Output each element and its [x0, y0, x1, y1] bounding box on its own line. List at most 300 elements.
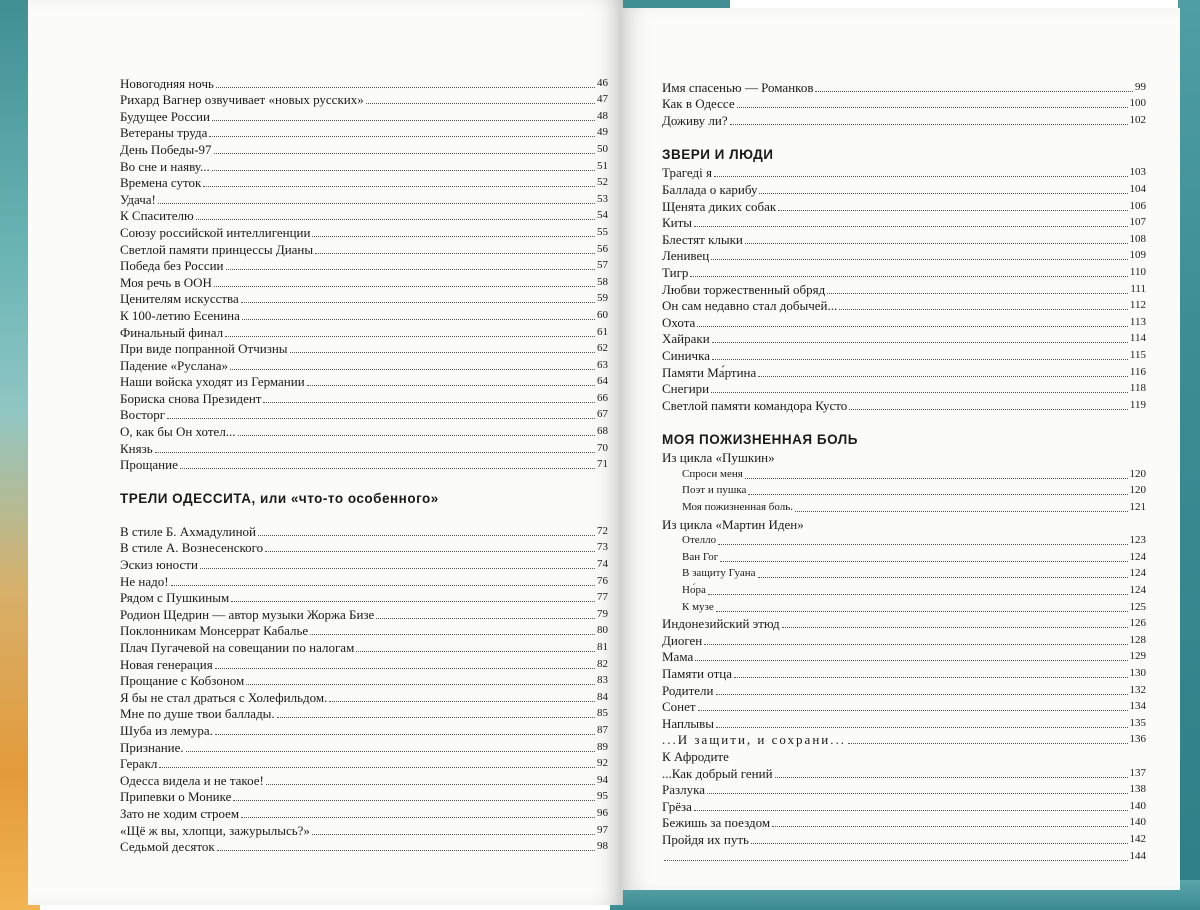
toc-entry-title: Признание.: [120, 739, 184, 755]
toc-entry: [662, 548, 1146, 565]
page-number: 46: [597, 76, 608, 89]
page-number: 59: [597, 292, 608, 305]
dot-leader: [712, 342, 1128, 343]
dot-leader: [263, 402, 595, 403]
toc-entry-title: Трагеді я: [662, 165, 712, 181]
page-number: 115: [1129, 348, 1146, 361]
toc-entry: [120, 323, 608, 340]
dot-leader: [214, 286, 595, 287]
left-section-entries-list: [120, 522, 608, 854]
toc-entry: [120, 821, 608, 838]
toc-entry-title: О, как бы Он хотел...: [120, 424, 236, 440]
toc-entry: [662, 631, 1146, 648]
dot-leader: [795, 511, 1128, 512]
toc-entry-title: Доживу ли?: [662, 112, 728, 128]
dot-leader: [215, 734, 595, 735]
toc-entry-title: Пройдя их путь: [662, 831, 749, 847]
dot-leader: [737, 107, 1128, 108]
dot-leader: [315, 253, 595, 254]
toc-entry: [662, 111, 1146, 128]
page-number: 56: [597, 242, 608, 255]
dot-leader: [196, 219, 595, 220]
toc-entry: [120, 389, 608, 406]
page-number: 110: [1129, 265, 1146, 278]
toc-entry: [120, 190, 608, 207]
dot-leader: [698, 710, 1128, 711]
toc-entry: [662, 164, 1146, 181]
toc-entry: [662, 664, 1146, 681]
toc-entry: [120, 207, 608, 224]
toc-entry: [662, 78, 1146, 95]
toc-entry-title: Победа без России: [120, 258, 224, 274]
toc-entry-title: Князь: [120, 440, 153, 456]
toc-entry: [662, 565, 1146, 582]
dot-leader: [708, 594, 1128, 595]
dot-leader: [827, 293, 1128, 294]
page-number: 67: [597, 408, 608, 421]
toc-entry-title: Рядом с Пушкиным: [120, 590, 230, 606]
page-number: 63: [597, 358, 608, 371]
toc-entry: [120, 622, 608, 639]
toc-entry: [662, 847, 1146, 864]
toc-entry: [120, 422, 608, 439]
toc-entry: [120, 157, 608, 174]
page-number: 49: [597, 126, 608, 139]
dot-leader: [356, 651, 595, 652]
toc-entry-title: Восторг: [120, 407, 166, 423]
dot-leader: [241, 302, 595, 303]
dot-leader: [233, 800, 595, 801]
dot-leader: [230, 369, 595, 370]
page-number: 84: [597, 690, 608, 703]
toc-entry-title: Сонет: [662, 699, 696, 715]
section1-entries-list: [662, 164, 1146, 413]
toc-entry-title: Грёза: [662, 798, 692, 814]
toc-entry-title: Мама: [662, 649, 694, 665]
page-number: 112: [1129, 299, 1146, 312]
dot-leader: [664, 860, 1128, 861]
toc-entry-title: Седьмой десяток: [120, 839, 215, 855]
page-number: 62: [597, 342, 608, 355]
toc-entry-title: Времена суток: [120, 175, 202, 191]
toc-entry: [120, 804, 608, 821]
toc-entry: [662, 95, 1146, 112]
toc-entry-title: К 100-летию Есенина: [120, 307, 240, 323]
page-number: 51: [597, 159, 608, 172]
dot-leader: [730, 124, 1128, 125]
page-number: 124: [1129, 550, 1146, 563]
toc-entry-title: В защиту Гуана: [682, 567, 756, 580]
dot-leader: [171, 585, 595, 586]
dot-leader: [711, 259, 1127, 260]
page-number: 68: [597, 425, 608, 438]
page-number: 60: [597, 308, 608, 321]
dot-leader: [180, 468, 595, 469]
dot-leader: [716, 611, 1128, 612]
toc-entry-title: К Спасителю: [120, 208, 194, 224]
toc-entry: [120, 406, 608, 423]
left-entries-list: [120, 74, 608, 472]
page-number: 124: [1129, 584, 1146, 597]
toc-entry: [120, 589, 608, 606]
page-number: 92: [597, 757, 608, 770]
toc-entry-title: Новая генерация: [120, 656, 213, 672]
toc-entry: [120, 838, 608, 855]
toc-entry: [662, 814, 1146, 831]
page-number: 80: [597, 624, 608, 637]
dot-leader: [718, 544, 1127, 545]
toc-entry: [120, 290, 608, 307]
toc-entry: [120, 439, 608, 456]
page-number: 85: [597, 707, 608, 720]
section2-entries-list: [662, 615, 1146, 748]
toc-entry: [120, 788, 608, 805]
right-page: [622, 8, 1180, 890]
page-number: 97: [597, 823, 608, 836]
toc-entry: [120, 522, 608, 539]
toc-entry: [120, 273, 608, 290]
dot-leader: [242, 319, 595, 320]
toc-entry: [662, 648, 1146, 665]
toc-entry: [662, 380, 1146, 397]
page-number: 140: [1129, 799, 1146, 812]
dot-leader: [214, 153, 595, 154]
page-number: 94: [597, 773, 608, 786]
page-number: 121: [1129, 501, 1146, 514]
page-number: 124: [1129, 567, 1146, 580]
right-entries-list: [662, 78, 1146, 128]
toc-entry: [120, 721, 608, 738]
toc-entry-title: Поклонникам Монсеррат Кабалье: [120, 623, 309, 639]
toc-entry-title: Баллада о карибу: [662, 181, 758, 197]
page-number: 89: [597, 740, 608, 753]
toc-entry-title: Зато не ходим строем: [120, 805, 240, 821]
toc-entry-title: Прощание: [120, 457, 178, 473]
toc-entry: [120, 456, 608, 473]
toc-entry: [662, 247, 1146, 264]
dot-leader: [697, 326, 1128, 327]
toc-entry-title: Ван Гог: [682, 550, 719, 563]
toc-entry: [662, 396, 1146, 413]
toc-entry-title: Во сне и наяву...: [120, 158, 210, 174]
toc-entry: [120, 140, 608, 157]
toc-entry: [120, 174, 608, 191]
toc-entry-title: Союзу российской интеллигенции: [120, 224, 311, 240]
page-number: 118: [1129, 382, 1146, 395]
toc-entry: [120, 771, 608, 788]
dot-leader: [782, 627, 1128, 628]
page-number: 47: [597, 93, 608, 106]
dot-leader: [200, 568, 595, 569]
dot-leader: [246, 684, 595, 685]
toc-entry: [120, 356, 608, 373]
toc-entry: [120, 555, 608, 572]
page-number: 114: [1129, 332, 1146, 345]
toc-entry-title: Падение «Руслана»: [120, 357, 228, 373]
toc-entry-title: Рихард Вагнер озвучивает «новых русских»: [120, 92, 364, 108]
dot-leader: [307, 385, 595, 386]
page-number: 58: [597, 275, 608, 288]
left-page: [28, 0, 623, 905]
toc-entry-title: Бориска снова Президент: [120, 390, 262, 406]
cycle-title-pushkin: Из цикла «Пушкин»: [662, 450, 775, 466]
dot-leader: [212, 170, 595, 171]
dot-leader: [694, 810, 1128, 811]
dot-leader: [158, 203, 595, 204]
page-number: 129: [1129, 650, 1146, 663]
toc-entry-title: Наплывы: [662, 715, 715, 731]
page-number: 132: [1129, 683, 1146, 696]
toc-entry-title: Охота: [662, 314, 696, 330]
dot-leader: [209, 136, 595, 137]
dot-leader: [217, 850, 595, 851]
page-number: 119: [1129, 398, 1146, 411]
section-title-moya-bol: МОЯ ПОЖИЗНЕННАЯ БОЛЬ: [662, 431, 858, 447]
toc-entry: [120, 755, 608, 772]
toc-entry: [120, 124, 608, 141]
toc-entry: [120, 638, 608, 655]
page-number: 120: [1129, 484, 1146, 497]
toc-entry: [662, 197, 1146, 214]
toc-entry: [662, 498, 1146, 515]
dot-leader: [714, 176, 1128, 177]
dot-leader: [215, 668, 595, 669]
page-number: 77: [597, 591, 608, 604]
toc-entry-title: Бежишь за поездом: [662, 815, 771, 831]
toc-entry: [120, 672, 608, 689]
toc-entry-title: Снегири: [662, 381, 710, 397]
page-number: 126: [1129, 617, 1146, 630]
page-number: 140: [1129, 816, 1146, 829]
toc-entry: [662, 797, 1146, 814]
dot-leader: [745, 243, 1128, 244]
toc-entry-title: Имя спасенью — Романков: [662, 79, 814, 95]
dot-leader: [203, 186, 595, 187]
page-number: 142: [1129, 832, 1146, 845]
page-number: 144: [1129, 849, 1146, 862]
toc-entry: [662, 781, 1146, 798]
toc-entry: [662, 698, 1146, 715]
toc-entry-title: Прощание с Кобзоном: [120, 673, 245, 689]
dot-leader: [366, 103, 595, 104]
page-number: 74: [597, 558, 608, 571]
toc-entry-title: Новогодняя ночь: [120, 75, 214, 91]
toc-entry: [662, 714, 1146, 731]
dot-leader: [716, 694, 1128, 695]
dot-leader: [241, 817, 595, 818]
toc-entry-title: Светлой памяти принцессы Дианы: [120, 241, 314, 257]
dot-leader: [848, 743, 1128, 744]
page-number: 100: [1129, 97, 1146, 110]
toc-entry-title: Разлука: [662, 782, 706, 798]
toc-entry: [662, 180, 1146, 197]
toc-entry: [662, 598, 1146, 615]
toc-entry: [120, 655, 608, 672]
dot-leader: [376, 618, 595, 619]
page-number: 134: [1129, 700, 1146, 713]
toc-entry-title: Ценителям искусства: [120, 291, 239, 307]
page-number: 55: [597, 225, 608, 238]
page-number: 72: [597, 524, 608, 537]
toc-entry-title: Как в Одессе: [662, 96, 735, 112]
toc-entry: [120, 340, 608, 357]
toc-entry-title: Моя речь в ООН: [120, 274, 212, 290]
toc-entry-title: «Щё ж вы, хлопци, зажурылысь?»: [120, 822, 310, 838]
page-number: 107: [1129, 216, 1146, 229]
toc-entry: [662, 615, 1146, 632]
dot-leader: [167, 418, 595, 419]
toc-entry: [120, 705, 608, 722]
toc-entry: [662, 532, 1146, 549]
page-number: 64: [597, 375, 608, 388]
toc-entry-title: При виде попранной Отчизны: [120, 341, 288, 357]
page-number: 135: [1129, 716, 1146, 729]
toc-entry: [662, 363, 1146, 380]
left-toc: [120, 74, 608, 854]
toc-entry-title: Щенята диких собак: [662, 198, 777, 214]
dot-leader: [778, 210, 1127, 211]
dot-leader: [186, 751, 595, 752]
page-number: 83: [597, 674, 608, 687]
toc-entry: [662, 681, 1146, 698]
page-number: 125: [1129, 600, 1146, 613]
toc-entry: [662, 280, 1146, 297]
book-cover-right-edge: [1178, 0, 1200, 910]
toc-entry-title: Спроси меня: [682, 467, 743, 480]
cycle2-entries-list: [662, 532, 1146, 615]
final-entries-list: [662, 764, 1146, 864]
dot-leader: [734, 677, 1128, 678]
toc-entry-title: Я бы не стал драться с Холефильдом.: [120, 689, 328, 705]
page-number: 76: [597, 574, 608, 587]
section-title-zveri-i-lyudi: ЗВЕРИ И ЛЮДИ: [662, 146, 774, 162]
dot-leader: [226, 269, 595, 270]
dot-leader: [312, 236, 595, 237]
page-number: 137: [1129, 766, 1146, 779]
page-number: 81: [597, 641, 608, 653]
toc-entry-title: Тигр: [662, 264, 689, 280]
page-number: 130: [1129, 667, 1146, 679]
dot-leader: [216, 87, 595, 88]
page-number: 66: [597, 391, 608, 404]
page-number: 87: [597, 723, 608, 736]
dot-leader: [312, 834, 595, 835]
page-number: 50: [597, 142, 608, 155]
toc-entry: [120, 74, 608, 91]
page-number: 82: [597, 657, 608, 670]
dot-leader: [712, 359, 1128, 360]
cycle1-entries-list: [662, 465, 1146, 515]
dot-leader: [266, 784, 595, 785]
toc-entry-title: Наши войска уходят из Германии: [120, 374, 305, 390]
dot-leader: [716, 727, 1127, 728]
dot-leader: [745, 478, 1128, 479]
page-number: 128: [1129, 633, 1146, 646]
toc-entry: [662, 482, 1146, 499]
right-toc: [662, 78, 1146, 864]
page-number: 73: [597, 541, 608, 554]
toc-entry-title: К музе: [682, 600, 714, 613]
page-number: 109: [1129, 249, 1146, 262]
toc-entry: [120, 605, 608, 622]
toc-entry: [120, 223, 608, 240]
dot-leader: [759, 193, 1127, 194]
cycle-title-afrodite: К Афродите: [662, 748, 729, 764]
dot-leader: [265, 551, 595, 552]
toc-entry-title: Ветераны труда: [120, 125, 208, 141]
toc-entry: [120, 738, 608, 755]
toc-entry-title: Он сам недавно стал добычей...: [662, 298, 838, 314]
page-number: 48: [597, 109, 608, 122]
page-number: 103: [1129, 166, 1146, 179]
page-number: 98: [597, 840, 608, 853]
toc-entry-title: Индонезийский этюд: [662, 616, 780, 632]
page-number: 70: [597, 441, 608, 454]
dot-leader: [711, 392, 1128, 393]
toc-entry: [120, 240, 608, 257]
toc-entry-title: День Победы-97: [120, 141, 212, 157]
toc-entry-title: Киты: [662, 215, 693, 231]
page-number: 96: [597, 806, 608, 819]
page-number: 57: [597, 259, 608, 272]
toc-entry: [120, 257, 608, 274]
toc-entry: [120, 539, 608, 556]
toc-entry: [662, 263, 1146, 280]
toc-entry: [662, 581, 1146, 598]
toc-entry-title: Светлой памяти командора Кусто: [662, 397, 848, 413]
toc-entry: [120, 91, 608, 108]
toc-entry-title: Шуба из лемура.: [120, 722, 213, 738]
toc-entry-title: Любви торжественный обряд: [662, 281, 826, 297]
toc-entry-title: Будущее России: [120, 108, 210, 124]
dot-leader: [310, 634, 595, 635]
toc-entry-title: В стиле Б. Ахмадулиной: [120, 523, 256, 539]
page-number: 79: [597, 607, 608, 620]
dot-leader: [707, 793, 1127, 794]
dot-leader: [775, 777, 1128, 778]
page-number: 111: [1130, 282, 1146, 295]
toc-entry-title: ...И защити, и сохрани...: [662, 732, 846, 748]
page-number: 108: [1129, 232, 1146, 245]
toc-entry: [120, 107, 608, 124]
toc-entry-title: Поэт и пушка: [682, 484, 747, 497]
toc-entry-title: Синичка: [662, 347, 710, 363]
dot-leader: [231, 601, 595, 602]
toc-entry-title: Моя пожизненная боль.: [682, 501, 793, 514]
page-number: 104: [1129, 182, 1146, 195]
toc-entry-title: Отелло: [682, 534, 717, 547]
toc-entry-title: ...Как добрый гений: [662, 765, 773, 781]
toc-entry-title: Памяти отца: [662, 666, 732, 681]
toc-entry-title: Удача!: [120, 191, 156, 207]
dot-leader: [225, 336, 595, 337]
toc-entry-title: Но́ра: [682, 584, 706, 597]
dot-leader: [690, 276, 1128, 277]
toc-entry: [662, 297, 1146, 314]
dot-leader: [290, 352, 595, 353]
toc-entry-title: Припевки о Монике: [120, 789, 232, 805]
dot-leader: [155, 452, 595, 453]
dot-leader: [758, 577, 1128, 578]
toc-entry: [662, 330, 1146, 347]
page-number: 120: [1129, 467, 1146, 480]
toc-entry-title: Памяти Ма́ртина: [662, 364, 757, 380]
toc-entry: [662, 465, 1146, 482]
toc-entry-title: Одесса видела и не такое!: [120, 772, 264, 788]
dot-leader: [277, 717, 595, 718]
page-number: 102: [1129, 113, 1146, 126]
page-number: 106: [1129, 199, 1146, 212]
